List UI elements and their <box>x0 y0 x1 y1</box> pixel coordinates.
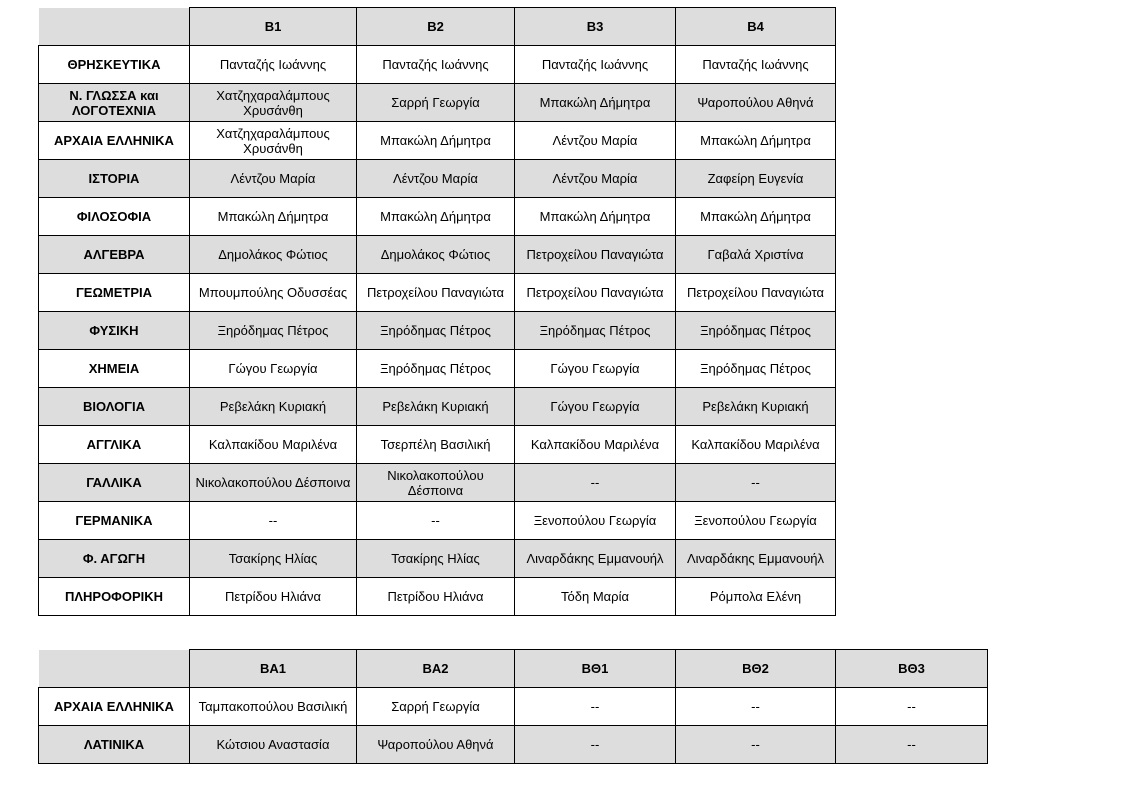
table-cell-teacher: Μπακώλη Δήμητρα <box>515 198 676 236</box>
table-row <box>39 160 836 198</box>
table-cell-teacher: -- <box>515 464 676 502</box>
table-cell-teacher: Πετροχείλου Παναγιώτα <box>357 274 515 312</box>
table-cell-teacher: Νικολακοπούλου Δέσποινα <box>190 464 357 502</box>
table-cell-teacher: Τσακίρης Ηλίας <box>190 540 357 578</box>
table-cell-teacher: Ρεβελάκη Κυριακή <box>357 388 515 426</box>
column-header: ΒΑ2 <box>357 650 515 688</box>
column-header: Β2 <box>357 8 515 46</box>
table-cell-teacher: Καλπακίδου Μαριλένα <box>676 426 836 464</box>
table-cell-teacher: Μπακώλη Δήμητρα <box>190 198 357 236</box>
column-header: Β3 <box>515 8 676 46</box>
row-header-subject: ΘΡΗΣΚΕΥΤΙΚΑ <box>39 46 190 84</box>
table-cell-teacher: Ψαροπούλου Αθηνά <box>357 726 515 764</box>
table-cell-teacher: -- <box>836 688 988 726</box>
table-cell-teacher: Μπακώλη Δήμητρα <box>676 198 836 236</box>
table-row <box>39 122 836 160</box>
table-cell-teacher: Μπακώλη Δήμητρα <box>357 198 515 236</box>
table-cell-teacher: Ξενοπούλου Γεωργία <box>515 502 676 540</box>
table-cell-teacher: Πετρίδου Ηλιάνα <box>357 578 515 616</box>
table-row <box>39 688 988 726</box>
table-row <box>39 426 836 464</box>
table-cell-teacher: Κώτσιου Αναστασία <box>190 726 357 764</box>
table-cell-teacher: Δημολάκος Φώτιος <box>357 236 515 274</box>
table-cell-teacher: Ξηρόδημας Πέτρος <box>676 350 836 388</box>
table-cell-teacher: Λέντζου Μαρία <box>357 160 515 198</box>
row-header-subject: ΧΗΜΕΙΑ <box>39 350 190 388</box>
table-row <box>39 312 836 350</box>
column-header: ΒΘ3 <box>836 650 988 688</box>
table-row <box>39 502 836 540</box>
table-row <box>39 726 988 764</box>
table-cell-teacher: Νικολακοπούλου Δέσποινα <box>357 464 515 502</box>
table-cell-teacher: Χατζηχαραλάμπους Χρυσάνθη <box>190 84 357 122</box>
row-header-subject: ΦΙΛΟΣΟΦΙΑ <box>39 198 190 236</box>
row-header-subject: ΒΙΟΛΟΓΙΑ <box>39 388 190 426</box>
table-cell-teacher: Λιναρδάκης Εμμανουήλ <box>515 540 676 578</box>
row-header-subject: ΛΑΤΙΝΙΚΑ <box>39 726 190 764</box>
row-header-subject: ΑΛΓΕΒΡΑ <box>39 236 190 274</box>
table-cell-teacher: Λιναρδάκης Εμμανουήλ <box>676 540 836 578</box>
table-row <box>39 350 836 388</box>
table-cell-teacher: Ταμπακοπούλου Βασιλική <box>190 688 357 726</box>
column-header: Β4 <box>676 8 836 46</box>
table-cell-teacher: Μπακώλη Δήμητρα <box>515 84 676 122</box>
table-cell-teacher: Λέντζου Μαρία <box>515 122 676 160</box>
teachers-table-b-classes <box>38 7 836 616</box>
table-row <box>39 236 836 274</box>
table-cell-teacher: Πετροχείλου Παναγιώτα <box>515 236 676 274</box>
table-cell-teacher: -- <box>836 726 988 764</box>
table-cell-teacher: -- <box>676 726 836 764</box>
table-cell-teacher: Πανταζής Ιωάννης <box>190 46 357 84</box>
table-cell-teacher: Ρεβελάκη Κυριακή <box>190 388 357 426</box>
table-cell-teacher: Ξηρόδημας Πέτρος <box>357 312 515 350</box>
teachers-table-direction-classes <box>38 649 988 764</box>
row-header-subject: ΙΣΤΟΡΙΑ <box>39 160 190 198</box>
table-cell-teacher: -- <box>515 688 676 726</box>
table-cell-teacher: Χατζηχαραλάμπους Χρυσάνθη <box>190 122 357 160</box>
row-header-subject: ΓΕΩΜΕΤΡΙΑ <box>39 274 190 312</box>
table-cell-teacher: Δημολάκος Φώτιος <box>190 236 357 274</box>
column-header: Β1 <box>190 8 357 46</box>
row-header-subject: ΑΓΓΛΙΚΑ <box>39 426 190 464</box>
table-corner <box>39 8 190 46</box>
table-row <box>39 540 836 578</box>
table-cell-teacher: Ρεβελάκη Κυριακή <box>676 388 836 426</box>
column-header: ΒΘ1 <box>515 650 676 688</box>
column-header: ΒΘ2 <box>676 650 836 688</box>
table-cell-teacher: Ξηρόδημας Πέτρος <box>190 312 357 350</box>
table-cell-teacher: Καλπακίδου Μαριλένα <box>190 426 357 464</box>
row-header-subject: ΑΡΧΑΙΑ ΕΛΛΗΝΙΚΑ <box>39 688 190 726</box>
row-header-subject: Φ. ΑΓΩΓΗ <box>39 540 190 578</box>
table-cell-teacher: Ξενοπούλου Γεωργία <box>676 502 836 540</box>
table-row <box>39 84 836 122</box>
table-cell-teacher: Λέντζου Μαρία <box>190 160 357 198</box>
table-cell-teacher: Ρόμπολα Ελένη <box>676 578 836 616</box>
table-row <box>39 388 836 426</box>
table-row <box>39 464 836 502</box>
table-corner <box>39 650 190 688</box>
table-cell-teacher: Πανταζής Ιωάννης <box>357 46 515 84</box>
table-cell-teacher: -- <box>676 688 836 726</box>
row-header-subject: Ν. ΓΛΩΣΣΑ και ΛΟΓΟΤΕΧΝΙΑ <box>39 84 190 122</box>
table-cell-teacher: Μπακώλη Δήμητρα <box>676 122 836 160</box>
table-cell-teacher: Γώγου Γεωργία <box>515 350 676 388</box>
table-cell-teacher: Μπακώλη Δήμητρα <box>357 122 515 160</box>
table-cell-teacher: Γώγου Γεωργία <box>190 350 357 388</box>
table-cell-teacher: Λέντζου Μαρία <box>515 160 676 198</box>
table-row <box>39 198 836 236</box>
table-cell-teacher: Πετροχείλου Παναγιώτα <box>515 274 676 312</box>
table-cell-teacher: -- <box>676 464 836 502</box>
table-cell-teacher: Ζαφείρη Ευγενία <box>676 160 836 198</box>
row-header-subject: ΓΑΛΛΙΚΑ <box>39 464 190 502</box>
table-cell-teacher: Σαρρή Γεωργία <box>357 688 515 726</box>
table-cell-teacher: Μπουμπούλης Οδυσσέας <box>190 274 357 312</box>
table-cell-teacher: Τσακίρης Ηλίας <box>357 540 515 578</box>
table-cell-teacher: Ξηρόδημας Πέτρος <box>515 312 676 350</box>
table-cell-teacher: Ξηρόδημας Πέτρος <box>357 350 515 388</box>
table-row <box>39 274 836 312</box>
row-header-subject: ΓΕΡΜΑΝΙΚΑ <box>39 502 190 540</box>
table-cell-teacher: Γώγου Γεωργία <box>515 388 676 426</box>
table-cell-teacher: Ψαροπούλου Αθηνά <box>676 84 836 122</box>
table-cell-teacher: Καλπακίδου Μαριλένα <box>515 426 676 464</box>
table-cell-teacher: Τόδη Μαρία <box>515 578 676 616</box>
table-cell-teacher: -- <box>190 502 357 540</box>
table-row <box>39 46 836 84</box>
table-cell-teacher: Σαρρή Γεωργία <box>357 84 515 122</box>
table-cell-teacher: Πετρίδου Ηλιάνα <box>190 578 357 616</box>
table-cell-teacher: Τσερπέλη Βασιλική <box>357 426 515 464</box>
table-cell-teacher: Γαβαλά Χριστίνα <box>676 236 836 274</box>
table-row <box>39 578 836 616</box>
row-header-subject: ΑΡΧΑΙΑ ΕΛΛΗΝΙΚΑ <box>39 122 190 160</box>
table-cell-teacher: -- <box>357 502 515 540</box>
table-cell-teacher: Πετροχείλου Παναγιώτα <box>676 274 836 312</box>
row-header-subject: ΠΛΗΡΟΦΟΡΙΚΗ <box>39 578 190 616</box>
table-cell-teacher: -- <box>515 726 676 764</box>
table-cell-teacher: Πανταζής Ιωάννης <box>515 46 676 84</box>
table-cell-teacher: Πανταζής Ιωάννης <box>676 46 836 84</box>
column-header: ΒΑ1 <box>190 650 357 688</box>
row-header-subject: ΦΥΣΙΚΗ <box>39 312 190 350</box>
table-cell-teacher: Ξηρόδημας Πέτρος <box>676 312 836 350</box>
